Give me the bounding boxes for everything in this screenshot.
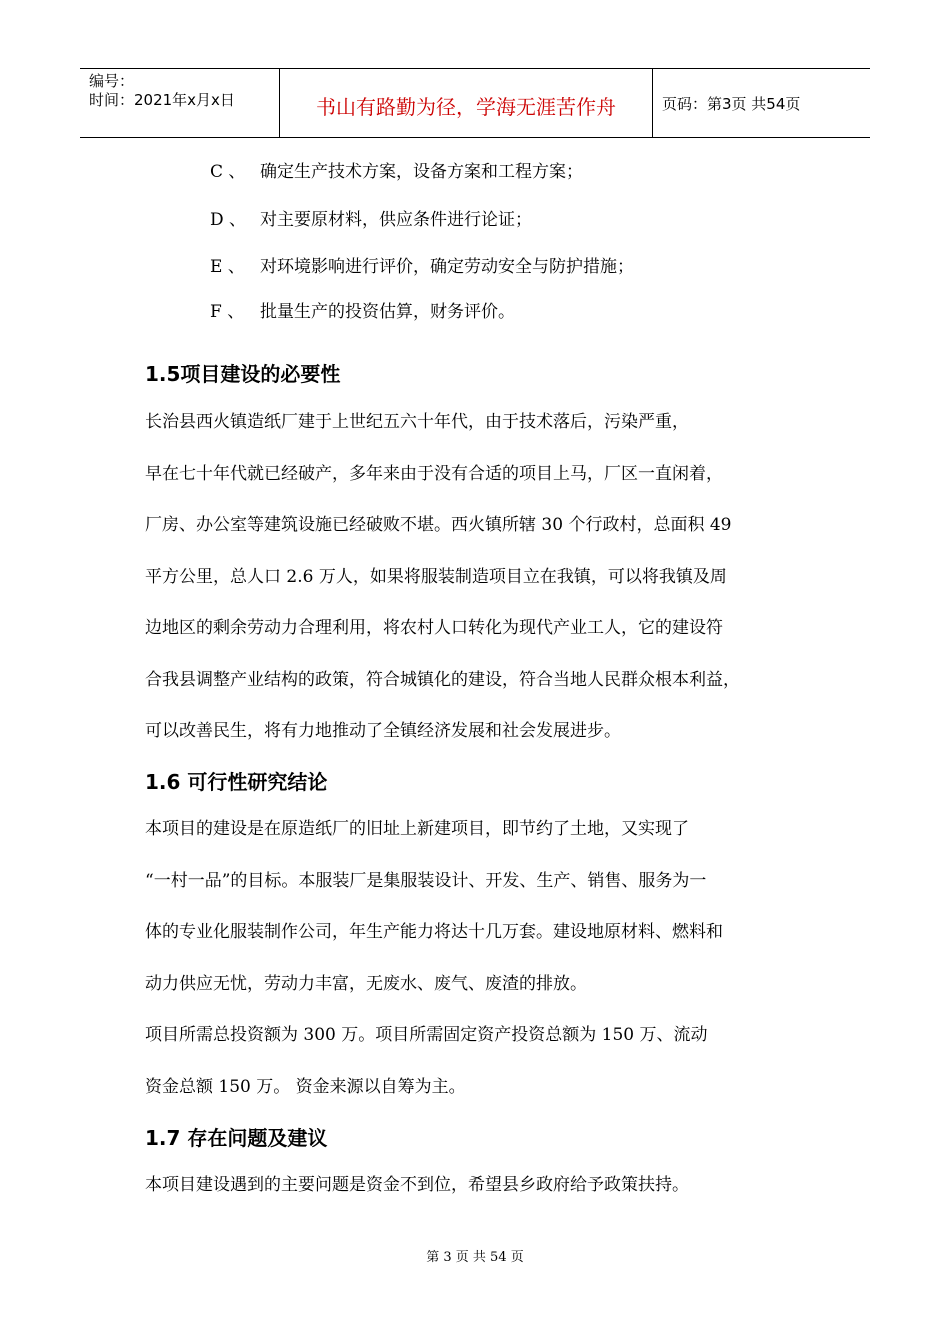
list-text: 对主要原材料，供应条件进行论证； bbox=[260, 210, 532, 230]
paragraph-line: 边地区的剩余劳动力合理利用，将农村人口转化为现代产业工人，它的建设符 bbox=[145, 618, 723, 638]
section-1-6-paragraph bbox=[145, 804, 825, 1113]
list-text: 确定生产技术方案，设备方案和工程方案； bbox=[260, 162, 583, 182]
list-text: 对环境影响进行评价，确定劳动安全与防护措施； bbox=[260, 257, 634, 277]
paragraph-line: “一村一品”的目标。本服装厂是集服装设计、开发、生产、销售、服务为一 bbox=[145, 870, 707, 891]
number-label: 编号： bbox=[89, 72, 135, 90]
list-text: 批量生产的投资估算，财务评价。 bbox=[260, 302, 515, 322]
paragraph-line: 平方公里，总人口 2.6 万人，如果将服装制造项目立在我镇，可以将我镇及周 bbox=[145, 566, 727, 587]
paragraph-line: 本项目的建设是在原造纸厂的旧址上新建项目，即节约了土地，又实现了 bbox=[145, 819, 689, 839]
list-item-f bbox=[210, 298, 515, 326]
list-item-d bbox=[210, 206, 532, 234]
list-letter: E 、 bbox=[210, 257, 245, 277]
paragraph-line: 资金总额 150 万。 资金来源以自筹为主。 bbox=[145, 1076, 466, 1097]
section-heading-1-6: 1.6 可行性研究结论 bbox=[145, 770, 328, 794]
paragraph-line: 合我县调整产业结构的政策，符合城镇化的建设，符合当地人民群众根本利益， bbox=[145, 669, 740, 690]
paragraph-line: 可以改善民生，将有力地推动了全镇经济发展和社会发展进步。 bbox=[145, 721, 621, 741]
paragraph-line: 厂房、办公室等建筑设施已经破败不堪。西火镇所辖 30 个行政村，总面积 49 bbox=[145, 515, 732, 535]
page-header bbox=[80, 68, 870, 138]
header-meta bbox=[80, 69, 280, 137]
paragraph-line: 动力供应无忧，劳动力丰富，无废水、废气、废渣的排放。 bbox=[145, 973, 587, 994]
section-heading-1-5: 1.5项目建设的必要性 bbox=[145, 362, 341, 386]
paragraph-line: 项目所需总投资额为 300 万。项目所需固定资产投资总额为 150 万、流动 bbox=[145, 1025, 708, 1045]
list-letter: D 、 bbox=[210, 210, 247, 230]
page-footer: 第 3 页 共 54 页 bbox=[426, 1250, 524, 1265]
paragraph-line: 本项目建设遇到的主要问题是资金不到位，希望县乡政府给予政策扶持。 bbox=[145, 1175, 689, 1195]
list-letter: F 、 bbox=[210, 302, 245, 322]
paragraph-line: 长治县西火镇造纸厂建于上世纪五六十年代，由于技术落后，污染严重， bbox=[145, 412, 689, 432]
date-label: 时间：2021年x月x日 bbox=[89, 91, 235, 109]
section-heading-1-7: 1.7 存在问题及建议 bbox=[145, 1126, 328, 1150]
header-motto: 书山有路勤为径，学海无涯苦作舟 bbox=[280, 69, 653, 137]
list-letter: C 、 bbox=[210, 162, 246, 182]
paragraph-line: 早在七十年代就已经破产，多年来由于没有合适的项目上马，厂区一直闲着， bbox=[145, 463, 723, 484]
paragraph-line: 体的专业化服装制作公司，年生产能力将达十几万套。建设地原材料、燃料和 bbox=[145, 922, 723, 942]
section-1-7-paragraph bbox=[145, 1160, 825, 1212]
list-item-e bbox=[210, 253, 634, 281]
list-item-c bbox=[210, 158, 583, 186]
header-page-label: 页码：第3页 共54页 bbox=[662, 94, 801, 113]
section-1-5-paragraph bbox=[145, 397, 825, 758]
